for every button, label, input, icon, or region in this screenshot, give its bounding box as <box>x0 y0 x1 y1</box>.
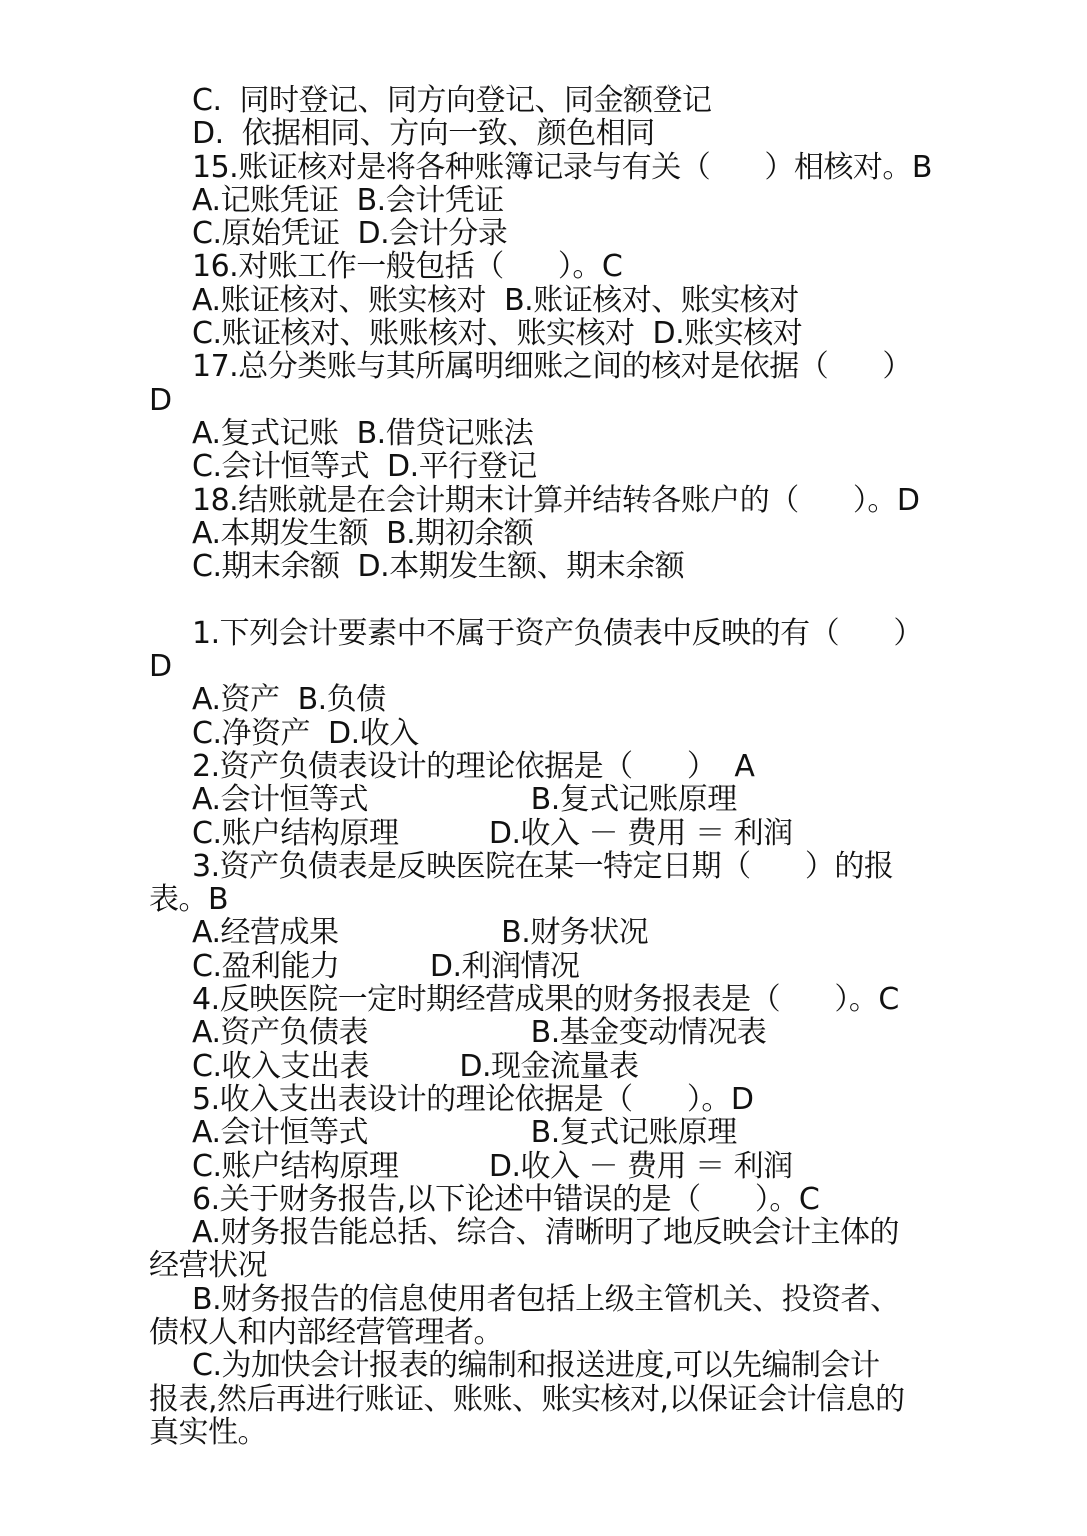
text-line: C.原始凭证 D.会计分录 <box>192 216 508 252</box>
text-line: C.净资产 D.收入 <box>192 715 419 751</box>
option-c-cont: 真实性。 <box>149 1414 267 1450</box>
text-line: C.盈利能力 D.利润情况 <box>192 948 580 984</box>
question-1: 1.下列会计要素中不属于资产负债表中反映的有（ ） <box>192 615 923 651</box>
option-a: A.财务报告能总括、综合、清晰明了地反映会计主体的 <box>192 1215 900 1251</box>
document-page <box>149 84 999 1449</box>
question-15: 15.账证核对是将各种账簿记录与有关（ ）相核对。B <box>192 149 933 185</box>
question-16: 16.对账工作一般包括（ ）。C <box>192 249 623 285</box>
question-18: 18.结账就是在会计期末计算并结转各账户的（ ）。D <box>192 482 920 518</box>
option-b-cont: 债权人和内部经营管理者。 <box>149 1314 503 1350</box>
question-6: 6.关于财务报告,以下论述中错误的是（ ）。C <box>192 1181 820 1217</box>
question-17-answer: D <box>149 382 172 418</box>
text-line: A.本期发生额 B.期初余额 <box>192 515 534 551</box>
question-3: 3.资产负债表是反映医院在某一特定日期（ ）的报 <box>192 848 894 884</box>
text-line: A.会计恒等式 B.复式记账原理 <box>192 1115 737 1151</box>
question-4: 4.反映医院一定时期经营成果的财务报表是（ ）。C <box>192 982 899 1018</box>
text-line: A.复式记账 B.借贷记账法 <box>192 415 534 451</box>
question-3-cont: 表。B <box>149 882 229 918</box>
question-2: 2.资产负债表设计的理论依据是（ ） A <box>192 748 755 784</box>
text-line: C.账户结构原理 D.收入 － 费用 ＝ 利润 <box>192 815 793 851</box>
text-line: C.收入支出表 D.现金流量表 <box>192 1048 639 1084</box>
text-line: A.记账凭证 B.会计凭证 <box>192 182 504 218</box>
section-gap <box>149 583 999 616</box>
text-line: A.会计恒等式 B.复式记账原理 <box>192 782 737 818</box>
text-line: A.经营成果 B.财务状况 <box>192 915 649 951</box>
option-c: C.为加快会计报表的编制和报送进度,可以先编制会计 <box>192 1348 880 1384</box>
text-line: C.期末余额 D.本期发生额、期末余额 <box>192 549 685 585</box>
question-1-answer: D <box>149 649 172 685</box>
text-line: A.资产 B.负债 <box>192 682 386 718</box>
question-17: 17.总分类账与其所属明细账之间的核对是依据（ ） <box>192 349 912 385</box>
option-a-cont: 经营状况 <box>149 1248 267 1284</box>
text-line: C.账户结构原理 D.收入 － 费用 ＝ 利润 <box>192 1148 793 1184</box>
text-line: C.账证核对、账账核对、账实核对 D.账实核对 <box>192 316 803 352</box>
text-line: A.资产负债表 B.基金变动情况表 <box>192 1015 767 1051</box>
text-line: D. 依据相同、方向一致、颜色相同 <box>192 116 655 152</box>
question-5: 5.收入支出表设计的理论依据是（ ）。D <box>192 1081 754 1117</box>
option-c-cont: 报表,然后再进行账证、账账、账实核对,以保证会计信息的 <box>149 1381 905 1417</box>
text-line: A.账证核对、账实核对 B.账证核对、账实核对 <box>192 282 799 318</box>
text-line: C.会计恒等式 D.平行登记 <box>192 449 537 485</box>
option-b: B.财务报告的信息使用者包括上级主管机关、投资者、 <box>192 1281 900 1317</box>
text-line: C. 同时登记、同方向登记、同金额登记 <box>192 83 712 118</box>
